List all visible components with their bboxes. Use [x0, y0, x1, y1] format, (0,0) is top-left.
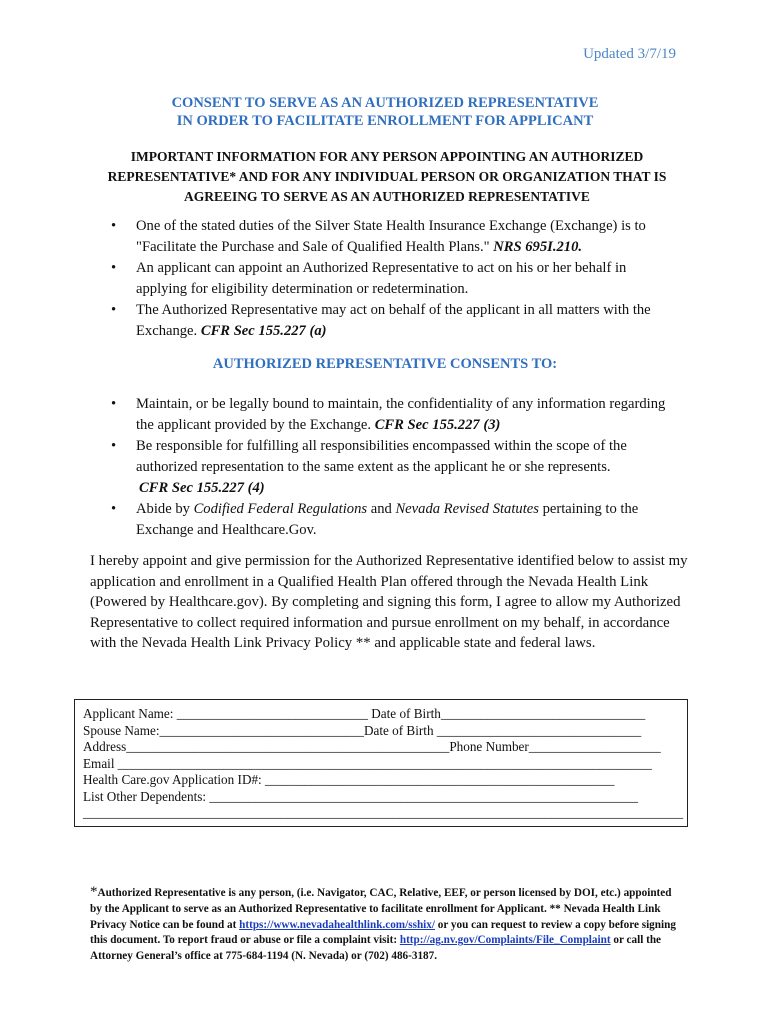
- list-item: [110, 216, 680, 258]
- application-id-field[interactable]: Health Care.gov Application ID#: _____________________________________________________: [83, 772, 615, 787]
- footnote-asterisk: *: [90, 884, 98, 900]
- consent-item-3-and: and: [370, 501, 392, 517]
- consent-item-2-text: Be responsible for fulfilling all responsibilities encompassed within the scope of the authorized representation to the same extent as the applicant he or she represents.: [136, 438, 627, 475]
- spouse-name-and-dob-field[interactable]: Spouse Name:_______________________________Date of Birth _______________________________: [83, 722, 642, 738]
- other-dependents-field[interactable]: List Other Dependents: _________________________________________________________________: [83, 788, 638, 804]
- list-item: [110, 394, 680, 436]
- info-item-1-text: One of the stated duties of the Silver State Health Insurance Exchange (Exchange) is to "Facilitate the Purchase and Sale of Qualified Health Plans.": [136, 218, 646, 255]
- info-item-3-text: The Authorized Representative may act on behalf of the applicant in all matters with the Exchange.: [136, 302, 651, 339]
- important-line-2: REPRESENTATIVE* AND FOR ANY INDIVIDUAL PERSON OR ORGANIZATION THAT IS: [107, 169, 667, 184]
- important-line-3: AGREEING TO SERVE AS AN AUTHORIZED REPRESENTATIVE: [184, 189, 590, 204]
- info-item-2-text: An applicant can appoint an Authorized Representative to act on his or her behalf in applying for eligibility determination or redetermination.: [136, 260, 627, 297]
- email-field[interactable]: Email _________________________________________________________________________________: [83, 755, 652, 771]
- privacy-notice-link[interactable]: https://www.nevadahealthlink.com/sshix/: [239, 918, 435, 931]
- consent-item-3-pre: Abide by: [136, 501, 190, 517]
- list-item: [110, 258, 680, 300]
- appointment-paragraph: I hereby appoint and give permission for the Authorized Representative identified below to assist my application and enrollment in a Qualified Health Plan offered through the Nevada Health Link (Powered by Healthcare.gov). By completing and signing this form, I agree to allow my Authorized Representative to collect required information and pursue enrollment on my behalf, in accordance with the Nevada Health Link Privacy Policy ** and applicable state and federal laws.: [90, 553, 688, 651]
- footnote: [90, 885, 680, 965]
- updated-date: Updated 3/7/19: [583, 46, 676, 62]
- info-item-1-citation: NRS 695I.210.: [493, 239, 583, 255]
- applicant-name-and-dob-field[interactable]: Applicant Name: _____________________________ Date of Birth_______________________________: [83, 706, 646, 721]
- document-title: [0, 94, 770, 130]
- title-line-1: CONSENT TO SERVE AS AN AUTHORIZED REPRESENTATIVE: [171, 95, 599, 111]
- important-line-1: IMPORTANT INFORMATION FOR ANY PERSON APPOINTING AN AUTHORIZED: [130, 149, 644, 164]
- consent-item-3-cfr: Codified Federal Regulations: [193, 501, 368, 517]
- complaint-link[interactable]: http://ag.nv.gov/Complaints/File_Complaint: [399, 934, 611, 947]
- consent-item-3-post: pertaining to the Exchange and Healthcare.Gov.: [136, 501, 639, 538]
- info-item-3-citation: CFR Sec 155.227 (a): [200, 323, 327, 339]
- applicant-information-box: [74, 699, 688, 827]
- list-item: [110, 436, 680, 499]
- bullet-icon: •: [111, 302, 117, 318]
- important-information-heading: [100, 147, 674, 207]
- consents-bullet-list: [110, 394, 680, 541]
- other-dependents-continued-field[interactable]: ___________________________________________________________________________________________: [83, 805, 684, 820]
- information-bullet-list: [110, 216, 680, 342]
- list-item: [110, 499, 680, 541]
- list-item: [110, 300, 680, 342]
- consent-item-2-citation: CFR Sec 155.227 (4): [139, 480, 265, 496]
- bullet-icon: •: [111, 501, 117, 517]
- footnote-text-3: or call the Attorney General’s office at 775-684-1194 (N. Nevada) or (702) 486-3187.: [90, 934, 662, 963]
- title-line-2: IN ORDER TO FACILITATE ENROLLMENT FOR APPLICANT: [176, 113, 594, 129]
- bullet-icon: •: [111, 260, 117, 276]
- consent-item-3-nrs: Nevada Revised Statutes: [395, 501, 539, 517]
- address-and-phone-field[interactable]: Address_________________________________________________Phone Number____________________: [83, 739, 661, 754]
- footnote-text-2: or you can request to review a copy before signing this document. To report fraud or abuse or file a complaint visit:: [90, 918, 676, 947]
- consents-heading: AUTHORIZED REPRESENTATIVE CONSENTS TO:: [212, 356, 558, 372]
- bullet-icon: •: [111, 218, 117, 234]
- consent-item-1-text: Maintain, or be legally bound to maintain, the confidentiality of any information regarding the applicant provided by the Exchange.: [136, 396, 666, 433]
- consent-item-1-citation: CFR Sec 155.227 (3): [374, 417, 501, 433]
- bullet-icon: •: [111, 438, 117, 454]
- footnote-text-1: Authorized Representative is any person, (i.e. Navigator, CAC, Relative, EEF, or person licensed by DOI, etc.) appointed by the Applicant to serve as an Authorized Representative to facilitate enrollment for Applicant. ** Nevada Health Link Privacy Notice can be found at: [90, 887, 672, 931]
- bullet-icon: •: [111, 396, 117, 412]
